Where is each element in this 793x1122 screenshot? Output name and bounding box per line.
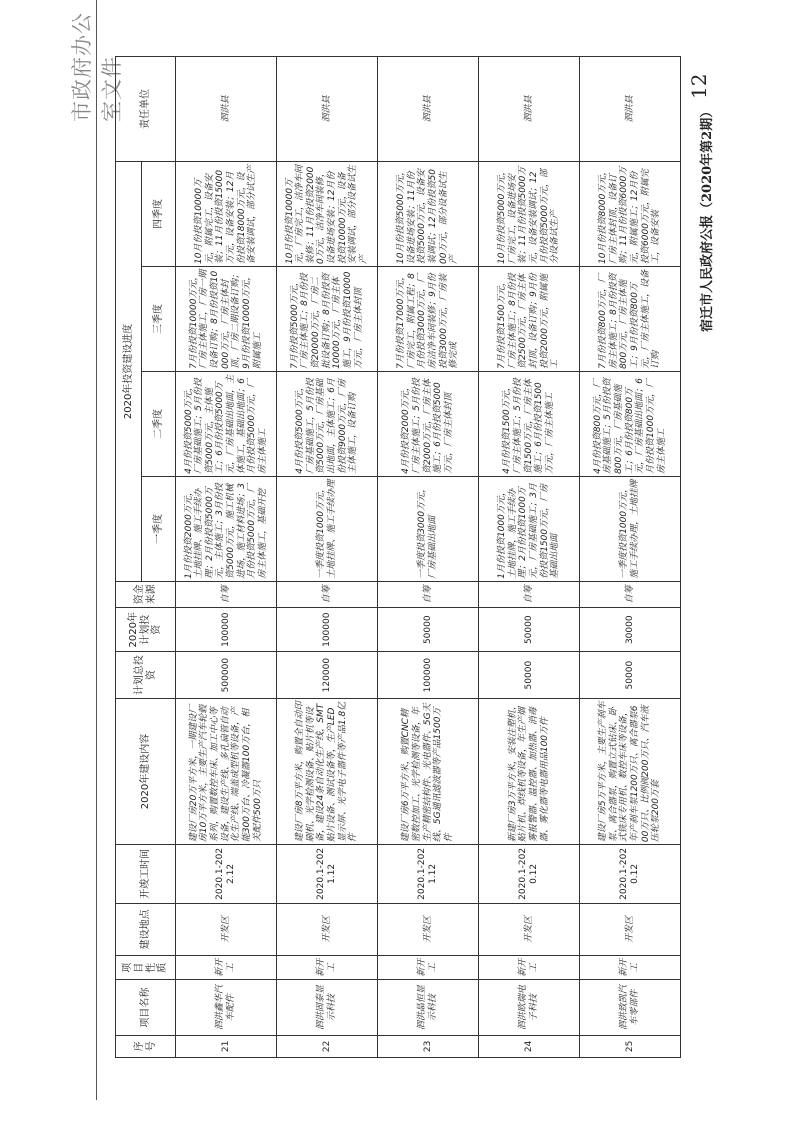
table-row [277, 57, 378, 1058]
header-nature: 项目性质 [116, 956, 176, 980]
cell-location: 开发区 [580, 903, 681, 955]
header-location: 建设地点 [116, 903, 176, 955]
cell-period: 2020.1-2021.12 [378, 845, 479, 904]
cell-period: 2020.1-2022.12 [176, 845, 277, 904]
cell-unit: 泗洪县 [277, 57, 378, 162]
cell-nature: 新开工 [176, 956, 277, 980]
header-funds: 资金来源 [116, 581, 176, 607]
header-q1: 一季度 [142, 476, 176, 581]
header-name: 项目名称 [116, 980, 176, 1035]
cell-q3: 7月份投资17000万元，厂房完工，附属工程；8月份投资3000万元，厂房洁净车间装修；9月份投资3000万元，厂房装修完成 [378, 266, 479, 371]
table-row [378, 57, 479, 1058]
header-plan2020: 2020年计划投资 [116, 608, 176, 652]
header-content: 2020年建设内容 [116, 698, 176, 844]
cell-total: 500000 [176, 652, 277, 698]
cell-q1: 1月份投资1000万元，土地挂牌，施工手续办理；2月份投资1000万元，厂房基础施工；3月份投资1500万元，厂房基础出地面 [479, 476, 580, 581]
cell-period: 2020.1-2020.12 [479, 845, 580, 904]
cell-unit: 泗洪县 [378, 57, 479, 162]
page-number: 12 [687, 73, 711, 99]
cell-total: 120000 [277, 652, 378, 698]
cell-q4: 10月份投资8000万元，厂房主体封顶，设备订购；11月份投资6000万元，附属施工；12月份投资6000万元，附属完工，设备安装 [580, 162, 681, 267]
cell-q2: 4月份投资5000万元，厂房基础施工；5月份投资5000万元，主体施工；6月份投资5000万元，厂房基础出地面，主体施工，基础出地面；6月份投资5000万元，厂房主体施工 [176, 371, 277, 476]
cell-seq: 23 [378, 1035, 479, 1057]
header-q3: 三季度 [142, 266, 176, 371]
cell-unit: 泗洪县 [479, 57, 580, 162]
cell-q2: 4月份投资2000万元，厂房主体施工；5月份投资2000万元，厂房主体施工；6月份投资5000万元，厂房主体封顶 [378, 371, 479, 476]
cell-q4: 10月份投资10000万元，附属完工，设备安装；11月份投资15000万元，设备安装；12月份投资18000万元，设备安装调试，部分试生产 [176, 162, 277, 267]
table-row [479, 57, 580, 1058]
cell-total: 50000 [479, 652, 580, 698]
cell-q4: 10月份投资5000万元，设备进场安装；11月份投资5000万元，设备安装调试；12月份投资5000万元，部分设备试生产 [378, 162, 479, 267]
cell-nature: 新开工 [580, 956, 681, 980]
cell-location: 开发区 [277, 903, 378, 955]
cell-total: 100000 [378, 652, 479, 698]
header-progress: 2020年投资建设进度 [116, 162, 142, 582]
header-seq: 序号 [116, 1035, 176, 1057]
cell-unit: 泗洪县 [580, 57, 681, 162]
cell-content: 建设厂房6万平方米，购置CNC精密数控加工、光学检测等设备，年生产精密结构件、光电器件、5G天线、5G通讯滤波器等产品1500万件 [378, 698, 479, 844]
cell-period: 2020.1-2020.12 [580, 845, 681, 904]
cell-plan2020: 50000 [479, 608, 580, 652]
table-row [580, 57, 681, 1058]
cell-q2: 4月份投资1500万元，厂房主体施工；5月份投资1500万元，厂房主体施工；6月份投资1500万元，厂房主体施工 [479, 371, 580, 476]
cell-funds: 自筹 [479, 581, 580, 607]
cell-plan2020: 50000 [378, 608, 479, 652]
cell-name: 泗洪欧瑞电子科技 [479, 980, 580, 1035]
cell-q4: 10月份投资10000万元，厂房完工，洁净车间装修；11月份投资20000万元，洁净车间装修，设备进场安装；12月份投资10000万元，设备安装调试，部分设备试生产 [277, 162, 378, 267]
cell-nature: 新开工 [479, 956, 580, 980]
cell-name: 泗洪固泰显示科技 [277, 980, 378, 1035]
cell-nature: 新开工 [277, 956, 378, 980]
cell-location: 开发区 [479, 903, 580, 955]
journal-footer: 宿迁市人民政府公报（2020年第2期） [700, 104, 715, 332]
header-unit: 责任单位 [116, 57, 176, 162]
cell-content: 建设厂房20万平方米，一期建设厂房10万平方米，主要生产汽车轮毂系列，购置数控车床、加工中心等设备，建设生产线、多孔扁管自动化生产线、端盖成型机等设备，产能300万台、冷凝器100万台，相关配件500万只 [176, 698, 277, 844]
cell-name: 泗洪晶恒显示科技 [378, 980, 479, 1035]
cell-funds: 自筹 [176, 581, 277, 607]
cell-nature: 新开工 [378, 956, 479, 980]
header-divider [96, 0, 97, 1100]
cell-funds: 自筹 [378, 581, 479, 607]
cell-total: 50000 [580, 652, 681, 698]
cell-location: 开发区 [176, 903, 277, 955]
cell-q3: 7月份投资1500万元，厂房主体施工；8月份投资2500万元，厂房主体封顶，设备订购；9月份投资2000万元，附属施工 [479, 266, 580, 371]
cell-location: 开发区 [378, 903, 479, 955]
header-q4: 四季度 [142, 162, 176, 267]
cell-content: 新建厂房3万平方米，安装注塑机、贴片机、焊线机等设备，年生产烟雾报警器、温控器、加热器、消毒器、雾化器等电器用品100万件 [479, 698, 580, 844]
cell-name: 泗洪致凯汽车零部件 [580, 980, 681, 1035]
cell-unit: 泗洪县 [176, 57, 277, 162]
cell-funds: 自筹 [277, 581, 378, 607]
cell-q1: 一季度投资3000万元，厂房基础出地面 [378, 476, 479, 581]
cell-q4: 10月份投资5000万元，厂房完工，设备进场安装；11月份投资5000万元，设备安装调试；12月份投资5000万元，部分设备试生产 [479, 162, 580, 267]
cell-q3: 7月份投资800万元，厂房主体施工；8月份投资800万元，厂房主体施工；9月份投资800万元，厂房主体施工，设备订购 [580, 266, 681, 371]
cell-seq: 24 [479, 1035, 580, 1057]
cell-q2: 4月份投资800万元，厂房基础施工；5月份投资800万元，厂房基础施工；6月份投资800万元，厂房基础出地面；6月份投资1000万元，厂房主体施工 [580, 371, 681, 476]
cell-content: 建设厂房5万平方米，主要生产刹车泵、离合器泵，购置立式钻床、卧式铣床专用机、数控车床等设备，年产刹车泵1200万只、离合器泵600万只、比例阀200万只、汽车液压轮泵200万套 [580, 698, 681, 844]
cell-q3: 7月份投资5000万元，厂房主体施工；8月份投资20000万元，厂房二批设备订购；8月份投资10000万元，厂房主体施工，9月份投资10000万元，厂房主体封顶 [277, 266, 378, 371]
cell-plan2020: 30000 [580, 608, 681, 652]
table-header-row [116, 57, 142, 1058]
cell-period: 2020.1-2021.12 [277, 845, 378, 904]
cell-plan2020: 100000 [176, 608, 277, 652]
table-row [176, 57, 277, 1058]
cell-q1: 1月份投资2000万元，土地挂牌、施工手续办理；2月份投资5000万元，主体施工；3月份投资5000万元，施工机械进场，施工材料进场；3月份投资5000万元，厂房主体施工，基础开挖 [176, 476, 277, 581]
page-header-title: 市政府办公室文件 [70, 12, 124, 122]
header-total: 计划总投资 [116, 652, 176, 698]
header-q2: 二季度 [142, 371, 176, 476]
cell-plan2020: 100000 [277, 608, 378, 652]
cell-content: 建设厂房8万平方米，购置全自动印刷机、光学检测设备、贴片机等设备，建设24条自动化生产线，SMT贴片设备、测试设备等，生产LED显示屏、光学电子器件等产品1.8亿件 [277, 698, 378, 844]
cell-q1: 一季度投资1000万元，施工手续办理，土地挂牌 [580, 476, 681, 581]
cell-q2: 4月份投资5000万元，厂房基础施工，5月份投资5000万元，厂房基础出地面，主体施工；6月份投资9000万元，厂房主体施工，设备订购 [277, 371, 378, 476]
cell-seq: 21 [176, 1035, 277, 1057]
cell-seq: 22 [277, 1035, 378, 1057]
cell-q1: 一季度投资1000万元，土地挂牌、施工手续办理 [277, 476, 378, 581]
cell-name: 泗洪鑫华汽车配件 [176, 980, 277, 1035]
cell-seq: 25 [580, 1035, 681, 1057]
investment-table [115, 56, 681, 1058]
cell-funds: 自筹 [580, 581, 681, 607]
header-period: 开竣工时间 [116, 845, 176, 904]
cell-q3: 7月份投资10000万元，厂房主体施工，厂房一期设备订购；8月份投资10000万元，厂房主体封顶，厂房二期设备订购；9月份投资10000万元，附属施工 [176, 266, 277, 371]
